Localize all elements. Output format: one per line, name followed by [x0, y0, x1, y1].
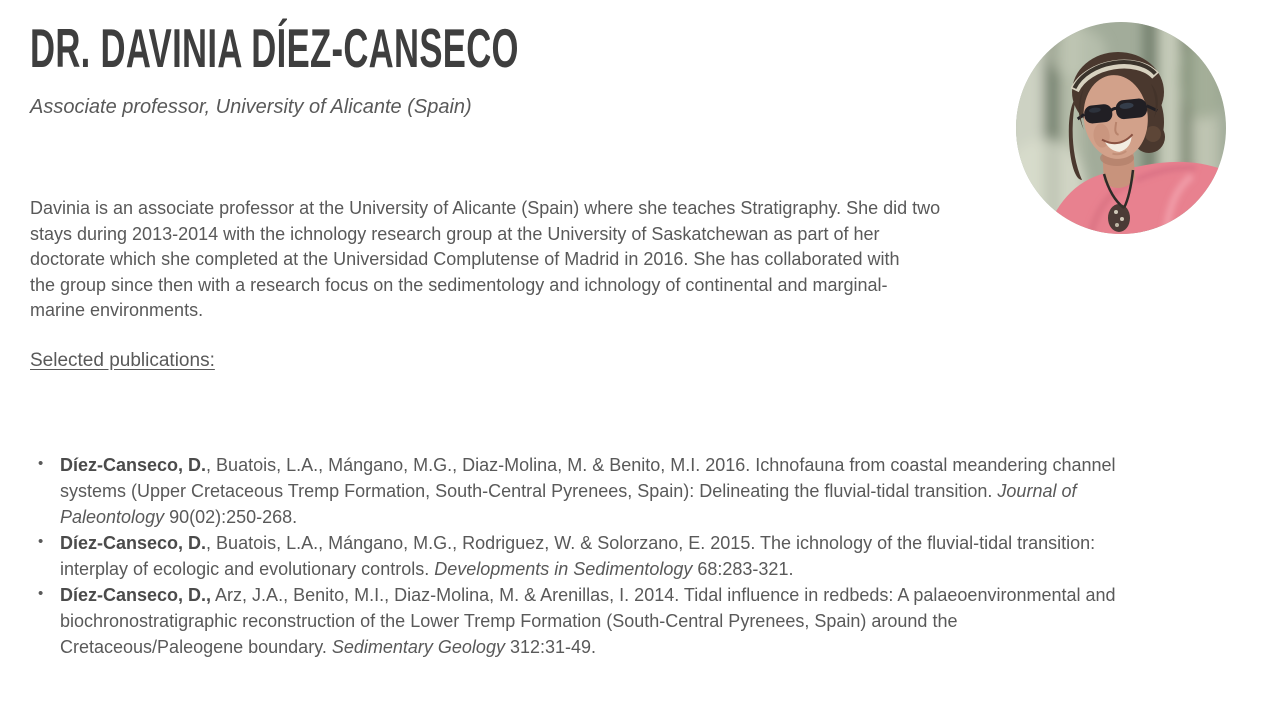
- publication-journal-italic: Journal of: [997, 481, 1077, 501]
- publication-item: [30, 452, 1205, 530]
- publication-line: [60, 582, 1205, 608]
- bio-line: stays during 2013-2014 with the ichnology research group at the University of Saskatchewan as part of her: [30, 223, 880, 244]
- publication-text: 312:31-49.: [504, 637, 597, 657]
- publication-text: 68:283-321.: [692, 559, 794, 579]
- publication-line: [60, 504, 1205, 530]
- publication-text: Cretaceous/Paleogene boundary.: [60, 637, 332, 657]
- bullet-icon: •: [38, 533, 44, 550]
- publication-line: [60, 608, 1205, 634]
- publications-list: [30, 452, 1205, 660]
- bio-line: marine environments.: [30, 300, 204, 321]
- publication-authors-bold: Díez-Canseco, D.,: [60, 585, 212, 605]
- bullet-icon: •: [38, 455, 44, 472]
- publication-item: [30, 530, 1205, 582]
- publication-line: [60, 634, 1205, 660]
- page-subtitle: Associate professor, University of Alicante (Spain): [30, 96, 472, 118]
- publication-item: [30, 582, 1205, 660]
- publication-text: systems (Upper Cretaceous Tremp Formation, South-Central Pyrenees, Spain): Delineating the fluvial-tidal transition.: [60, 481, 998, 501]
- bullet-icon: •: [38, 585, 44, 602]
- publication-journal-italic: Developments in Sedimentology: [434, 559, 693, 579]
- publication-line: [60, 556, 1205, 582]
- publication-journal-italic: Paleontology: [60, 507, 165, 527]
- publication-text: 90(02):250-268.: [164, 507, 298, 527]
- bio-paragraph: [30, 196, 1030, 324]
- profile-photo: [1016, 22, 1226, 234]
- publication-journal-italic: Sedimentary Geology: [331, 637, 505, 657]
- bio-line: the group since then with a research focus on the sedimentology and ichnology of continental and marginal-: [30, 274, 888, 295]
- publication-text: , Buatois, L.A., Mángano, M.G., Diaz-Molina, M. & Benito, M.I. 2016. Ichnofauna from coastal meandering channel: [206, 455, 1116, 475]
- portrait-illustration: [1016, 22, 1226, 234]
- publication-authors-bold: Díez-Canseco, D.: [60, 533, 207, 553]
- publication-text: , Buatois, L.A., Mángano, M.G., Rodriguez, W. & Solorzano, E. 2015. The ichnology of the fluvial-tidal transition:: [206, 533, 1096, 553]
- publication-line: [60, 452, 1205, 478]
- bio-line: doctorate which she completed at the Universidad Complutense of Madrid in 2016. She has collaborated with: [30, 249, 900, 270]
- publication-text: biochronostratigraphic reconstruction of the Lower Tremp Formation (South-Central Pyrenees, Spain) around the: [60, 611, 958, 631]
- bio-line: Davinia is an associate professor at the University of Alicante (Spain) where she teaches Stratigraphy. She did two: [30, 198, 941, 218]
- publication-text: Arz, J.A., Benito, M.I., Diaz-Molina, M. & Arenillas, I. 2014. Tidal influence in redbeds: A palaeoenvironmental and: [211, 585, 1116, 605]
- publication-authors-bold: Díez-Canseco, D.: [60, 455, 207, 475]
- page-title: DR. DAVINIA DÍEZ-CANSECO: [30, 17, 519, 79]
- publication-line: [60, 478, 1205, 504]
- selected-publications-heading: Selected publications:: [30, 350, 215, 371]
- publication-line: [60, 530, 1205, 556]
- publication-text: interplay of ecologic and evolutionary controls.: [60, 559, 435, 579]
